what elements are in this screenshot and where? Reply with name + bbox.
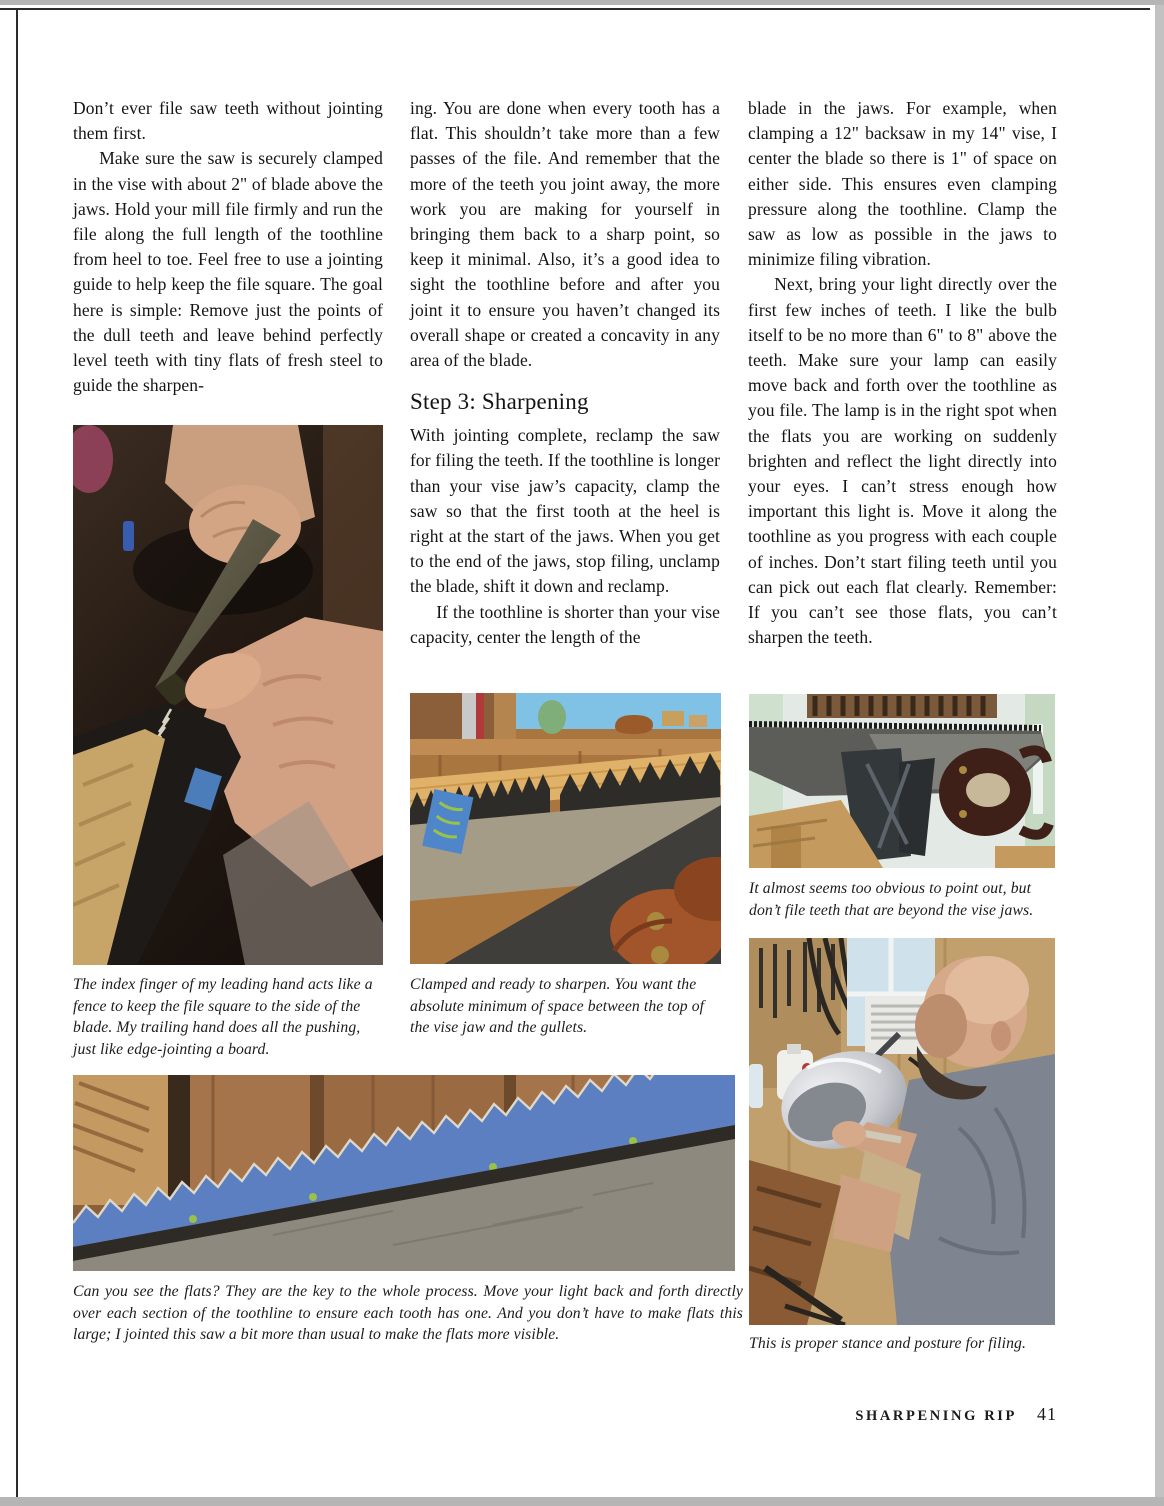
photo-saw-clamped-illustration <box>410 693 721 964</box>
text-column-left <box>73 96 383 398</box>
footer-section-title: SHARPENING RIP <box>855 1408 1017 1424</box>
scan-edge-top <box>0 0 1164 5</box>
caption-saw-clamped: Clamped and ready to sharpen. You want the absolute minimum of space between the top of the vise jaw and the gullets. <box>410 976 705 1036</box>
photo-flats-illustration <box>73 1075 735 1271</box>
page-border-top-rule <box>0 8 1150 10</box>
paragraph: Next, bring your light directly over the first few inches of teeth. I like the bulb itself to be no more than 6" to 8" above the teeth. Make sure your lamp can easily move back and forth over the toothline as you file. The lamp is in the right spot when the flats you are working on suddenly brighten and reflect the light directly into your eyes. I can’t stress enough how important this light is. Move it along the toothline as you progress with each couple of inches. Don’t start filing teeth until you can pick out each flat clearly. Remember: If you can’t see those flats, you can’t sharpen the teeth. <box>748 274 1057 648</box>
paragraph: blade in the jaws. For example, when clamping a 12" backsaw in my 14" vise, I center the blade so there is 1" of space on either side. This ensures even clamping pressure along the toothline. Clamp the saw as low as possible in the jaws to minimize filing vibration. <box>748 98 1057 270</box>
paragraph: If the toothline is shorter than your vise capacity, center the length of the <box>410 601 720 647</box>
photo-saw-clamped-vise <box>410 693 721 964</box>
caption-stance: This is proper stance and posture for filing. <box>749 1335 1027 1352</box>
caption-flats: Can you see the flats? They are the key to the whole process. Move your light back and forth directly over each section of the toothline to ensure each tooth has one. And you don’t have to make flats this large; I jointed this saw a bit more than usual to make the flats more visible. <box>73 1283 743 1343</box>
paragraph: With jointing complete, reclamp the saw for filing the teeth. If the toothline is longer than your vise jaw’s capacity, clamp the saw so that the first tooth at the heel is right at the start of the jaws. When you get to the end of the jaws, stop filing, unclamp the blade, shift it down and reclamp. <box>410 425 720 597</box>
caption-beyond-jaws: It almost seems too obvious to point out, but don’t file teeth that are beyond the vise jaws. <box>749 880 1034 919</box>
paragraph: Don’t ever file saw teeth without jointing them first. <box>73 98 383 144</box>
text-column-right <box>748 96 1057 650</box>
paragraph: ing. You are done when every tooth has a flat. This shouldn’t take more than a few passes of the file. And remember that the more of the teeth you joint away, the more work you are making for yourself in bringing them back to a sharp point, so keep it minimal. Also, it’s a good idea to sight the toothline before and after you joint it to ensure you haven’t changed its overall shape or created a concavity in any area of the blade. <box>410 98 720 371</box>
text-column-middle <box>410 96 720 650</box>
page-border-left-rule <box>16 8 18 1497</box>
footer-page-number: 41 <box>1037 1404 1057 1424</box>
scan-edge-right <box>1155 5 1164 1497</box>
photo-filing-hands-illustration <box>73 425 383 965</box>
photo-toothline-flats <box>73 1075 735 1271</box>
page-footer <box>748 1404 1057 1425</box>
photo-saw-vise-illustration <box>749 694 1055 868</box>
section-heading-step3: Step 3: Sharpening <box>410 389 589 415</box>
photo-saw-beyond-jaws <box>749 694 1055 868</box>
paragraph: Make sure the saw is securely clamped in the vise with about 2" of blade above the jaws. Hold your mill file firmly and run the file along the full length of the toothline from heel to toe. Feel free to use a jointing guide to help keep the file square. The goal here is simple: Remove just the points of the dull teeth and leave behind perfectly level teeth with tiny flats of fresh steel to guide the sharpen- <box>73 148 383 396</box>
photo-filing-stance <box>749 938 1055 1325</box>
caption-filing-hands: The index finger of my leading hand acts like a fence to keep the file square to the side of the blade. My trailing hand does all the pushing, just like edge-jointing a board. <box>73 976 373 1058</box>
scan-edge-bottom <box>0 1497 1164 1506</box>
photo-filing-hands <box>73 425 383 965</box>
photo-filing-stance-illustration <box>749 938 1055 1325</box>
